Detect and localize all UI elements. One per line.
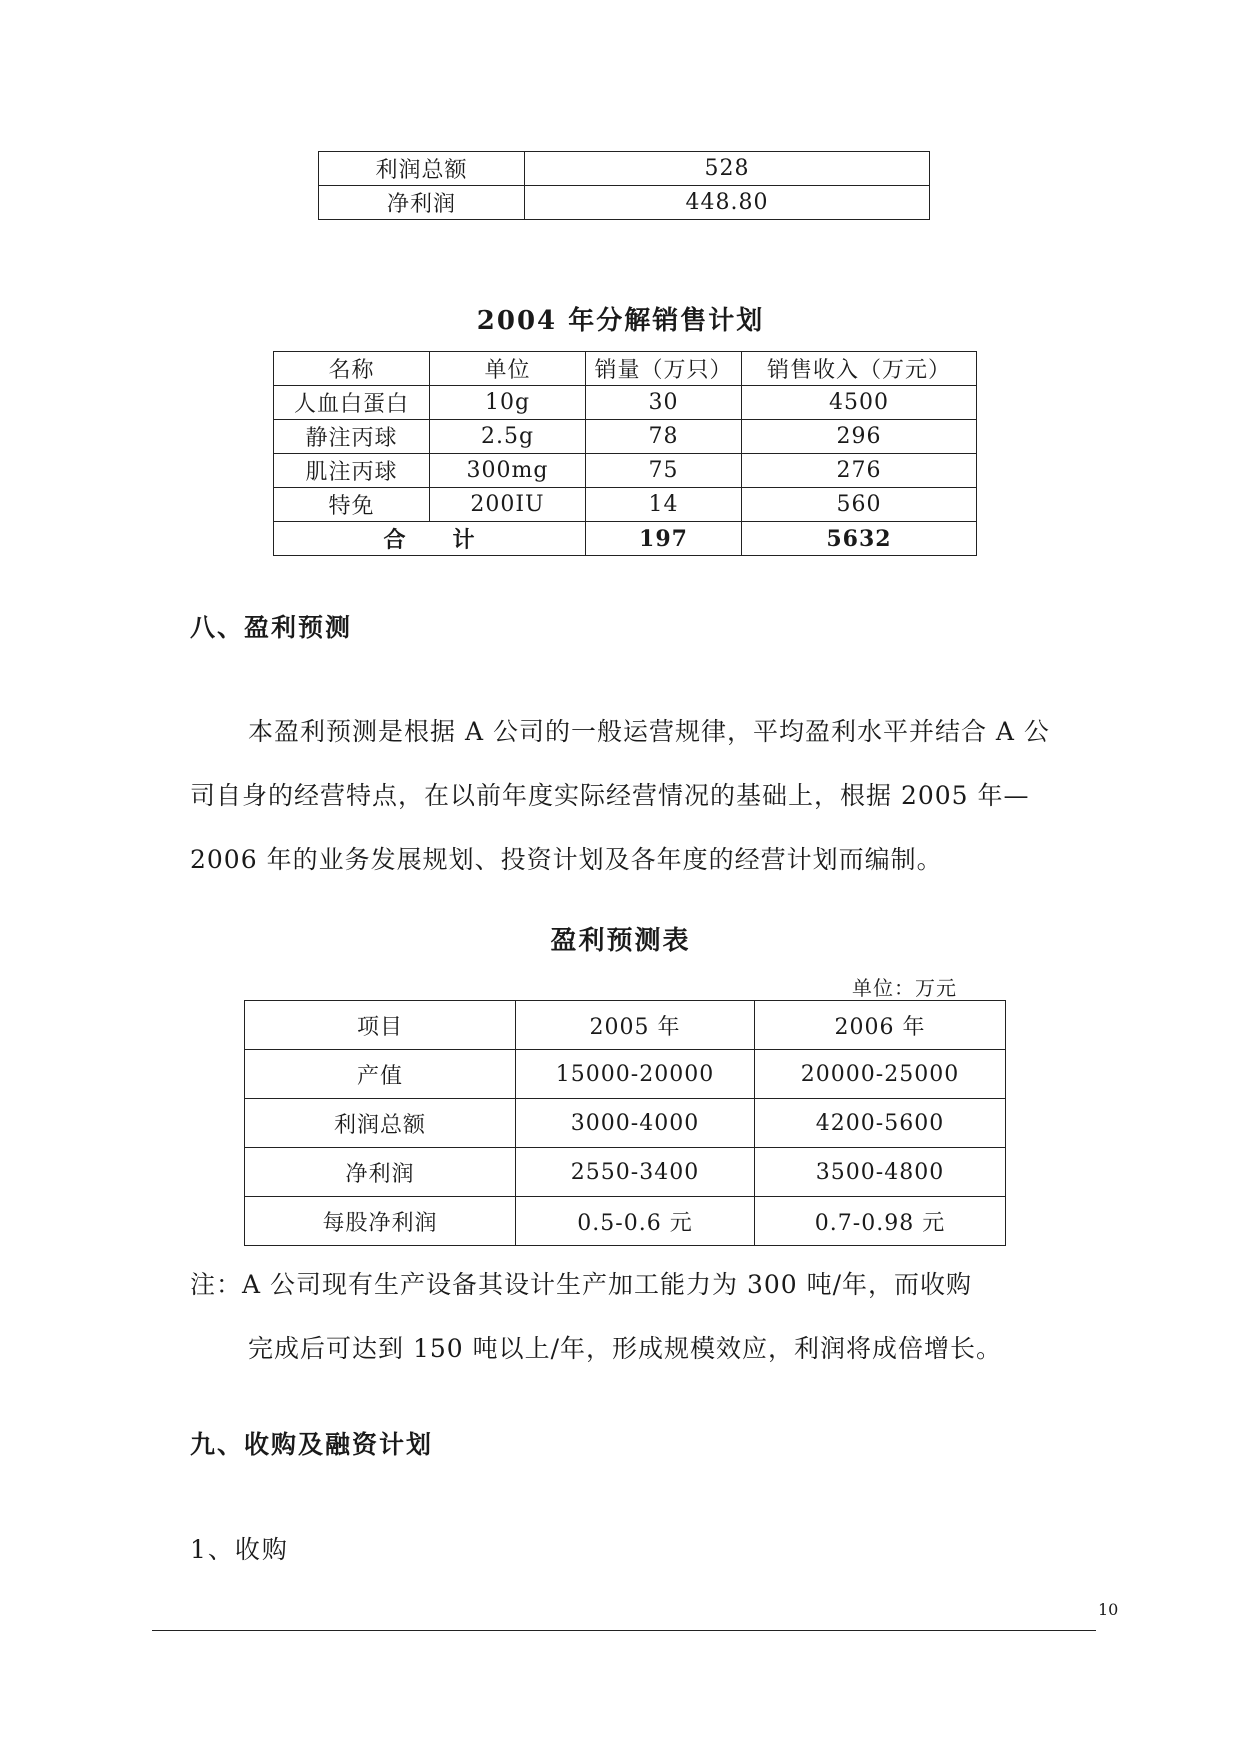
table-header-cell: 项目 — [245, 1001, 516, 1050]
table-row — [319, 186, 930, 220]
table-row — [245, 1197, 1006, 1246]
table-cell: 净利润 — [245, 1148, 516, 1197]
table-cell: 200IU — [430, 488, 586, 522]
table-row — [245, 1050, 1006, 1099]
table-row — [245, 1148, 1006, 1197]
table-total-row — [274, 522, 977, 556]
table-cell: 0.7-0.98 元 — [755, 1197, 1006, 1246]
table-cell: 528 — [525, 152, 930, 186]
table-row — [274, 454, 977, 488]
table-cell: 产值 — [245, 1050, 516, 1099]
table-cell: 296 — [742, 420, 977, 454]
table-row — [274, 386, 977, 420]
table-cell: 30 — [586, 386, 742, 420]
table-cell: 14 — [586, 488, 742, 522]
total-label: 合 计 — [274, 522, 586, 556]
footer-divider — [152, 1630, 1096, 1631]
profit-summary-table — [318, 151, 930, 220]
table-cell: 0.5-0.6 元 — [516, 1197, 755, 1246]
footnote-line: 注：A 公司现有生产设备其设计生产加工能力为 300 吨/年，而收购 — [190, 1270, 973, 1299]
table-cell: 75 — [586, 454, 742, 488]
table-cell: 肌注丙球 — [274, 454, 430, 488]
table-header-cell: 名称 — [274, 352, 430, 386]
table-cell: 利润总额 — [245, 1099, 516, 1148]
paragraph-text: 本盈利预测是根据 A 公司的一般运营规律，平均盈利水平并结合 A 公司自身的经营特点，在以前年度实际经营情况的基础上，根据 2005 年—2006 年的业务发展规划、投资计划及各年度的经营计划而编制。 — [190, 717, 1050, 874]
table-header-cell: 2005 年 — [516, 1001, 755, 1050]
table-cell: 276 — [742, 454, 977, 488]
table-cell: 人血白蛋白 — [274, 386, 430, 420]
section-heading-acquisition: 九、收购及融资计划 — [190, 1430, 434, 1459]
table-cell: 448.80 — [525, 186, 930, 220]
table-cell: 15000-20000 — [516, 1050, 755, 1099]
table-row — [274, 420, 977, 454]
table-row — [319, 152, 930, 186]
subsection-heading: 1、收购 — [190, 1535, 289, 1564]
table-header-cell: 2006 年 — [755, 1001, 1006, 1050]
unit-label: 单位：万元 — [852, 976, 957, 1000]
profit-forecast-table — [244, 1000, 1006, 1246]
footnote — [190, 1253, 1070, 1381]
total-quantity: 197 — [586, 522, 742, 556]
table-cell: 静注丙球 — [274, 420, 430, 454]
table-header-cell: 销量（万只） — [586, 352, 742, 386]
table-cell: 3500-4800 — [755, 1148, 1006, 1197]
table-cell: 利润总额 — [319, 152, 525, 186]
footnote-line: 完成后可达到 150 吨以上/年，形成规模效应，利润将成倍增长。 — [248, 1334, 1003, 1363]
section-heading-profit-forecast: 八、盈利预测 — [190, 613, 353, 642]
profit-forecast-paragraph — [190, 700, 1060, 892]
table-row — [245, 1099, 1006, 1148]
table-cell: 10g — [430, 386, 586, 420]
table-cell: 2.5g — [430, 420, 586, 454]
table-header-row — [245, 1001, 1006, 1050]
total-revenue: 5632 — [742, 522, 977, 556]
profit-forecast-title: 盈利预测表 — [550, 926, 691, 956]
sales-plan-table — [273, 351, 977, 556]
table-row — [274, 488, 977, 522]
table-cell: 特免 — [274, 488, 430, 522]
table-cell: 300mg — [430, 454, 586, 488]
table-cell: 560 — [742, 488, 977, 522]
table-header-cell: 销售收入（万元） — [742, 352, 977, 386]
table-cell: 4200-5600 — [755, 1099, 1006, 1148]
table-cell: 每股净利润 — [245, 1197, 516, 1246]
table-cell: 净利润 — [319, 186, 525, 220]
page-number: 10 — [1098, 1600, 1119, 1619]
table-header-cell: 单位 — [430, 352, 586, 386]
table-cell: 78 — [586, 420, 742, 454]
table-cell: 4500 — [742, 386, 977, 420]
table-cell: 20000-25000 — [755, 1050, 1006, 1099]
table-header-row — [274, 352, 977, 386]
table-cell: 2550-3400 — [516, 1148, 755, 1197]
sales-plan-title: 2004 年分解销售计划 — [476, 306, 765, 336]
table-cell: 3000-4000 — [516, 1099, 755, 1148]
